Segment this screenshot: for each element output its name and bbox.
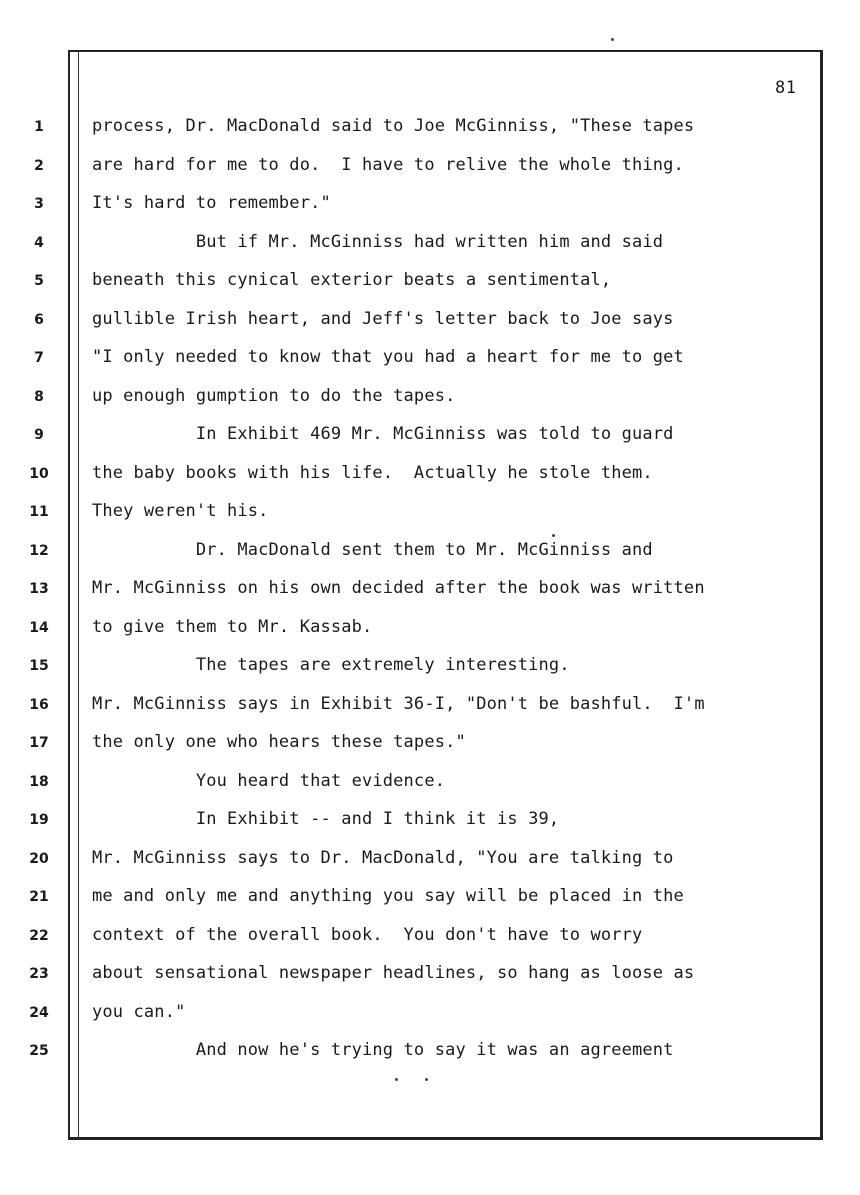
transcript-line bbox=[0, 460, 860, 490]
transcript-line bbox=[0, 344, 860, 374]
line-number: 6 bbox=[34, 311, 44, 328]
line-text: me and only me and anything you say will be placed in the bbox=[92, 886, 684, 906]
scan-speck bbox=[425, 1078, 428, 1081]
line-number: 7 bbox=[34, 350, 44, 366]
line-text: Mr. McGinniss on his own decided after the book was written bbox=[92, 578, 705, 598]
line-number: 25 bbox=[29, 1043, 49, 1059]
line-number: 18 bbox=[29, 773, 49, 790]
transcript-line bbox=[0, 267, 860, 297]
line-text: In Exhibit -- and I think it is 39, bbox=[92, 809, 560, 829]
transcript-line bbox=[0, 768, 860, 798]
line-text: Mr. McGinniss says in Exhibit 36-I, "Don't be bashful. I'm bbox=[92, 693, 705, 714]
transcript-line bbox=[0, 575, 860, 605]
line-number: 1 bbox=[34, 119, 44, 135]
line-number: 23 bbox=[29, 966, 49, 982]
transcript-line bbox=[0, 960, 860, 990]
line-text: Mr. McGinniss says to Dr. MacDonald, "You are talking to bbox=[92, 847, 674, 868]
line-number: 19 bbox=[29, 812, 49, 828]
transcript-line bbox=[0, 922, 860, 952]
transcript-line bbox=[0, 537, 860, 567]
transcript-line bbox=[0, 152, 860, 182]
transcript-line bbox=[0, 229, 860, 259]
line-text: "I only needed to know that you had a heart for me to get bbox=[92, 347, 684, 367]
line-number: 17 bbox=[29, 735, 49, 751]
line-number: 13 bbox=[29, 581, 49, 597]
line-text: And now he's trying to say it was an agreement bbox=[92, 1040, 674, 1060]
transcript-line bbox=[0, 190, 860, 220]
line-text: It's hard to remember." bbox=[92, 193, 331, 213]
line-number: 12 bbox=[29, 542, 49, 559]
line-number: 10 bbox=[29, 465, 49, 482]
line-text: about sensational newspaper headlines, so hang as loose as bbox=[92, 963, 695, 983]
line-number: 4 bbox=[34, 234, 44, 251]
transcript-line bbox=[0, 806, 860, 836]
line-number: 11 bbox=[29, 504, 49, 520]
transcript-line bbox=[0, 614, 860, 644]
line-number: 21 bbox=[29, 889, 49, 905]
line-number: 20 bbox=[29, 850, 49, 867]
line-text: you can." bbox=[92, 1001, 186, 1022]
line-text: to give them to Mr. Kassab. bbox=[92, 616, 373, 637]
transcript-line bbox=[0, 421, 860, 451]
line-number: 8 bbox=[34, 388, 44, 405]
transcript-line bbox=[0, 383, 860, 413]
scan-speck bbox=[395, 1078, 398, 1081]
line-text: beneath this cynical exterior beats a sentimental, bbox=[92, 270, 612, 290]
line-text: are hard for me to do. I have to relive the whole thing. bbox=[92, 154, 684, 175]
line-text: gullible Irish heart, and Jeff's letter back to Joe says bbox=[92, 308, 674, 329]
line-text: context of the overall book. You don't have to worry bbox=[92, 924, 643, 945]
line-number: 5 bbox=[34, 273, 44, 289]
line-number: 3 bbox=[34, 196, 44, 212]
transcript-line bbox=[0, 306, 860, 336]
line-text: But if Mr. McGinniss had written him and said bbox=[92, 231, 664, 252]
line-number: 2 bbox=[34, 157, 44, 174]
line-text: In Exhibit 469 Mr. McGinniss was told to guard bbox=[92, 424, 674, 444]
transcript-line bbox=[0, 691, 860, 721]
transcript-line bbox=[0, 498, 860, 528]
line-text: Dr. MacDonald sent them to Mr. McGinniss and bbox=[92, 539, 653, 560]
line-number: 9 bbox=[34, 427, 44, 443]
transcript-line bbox=[0, 729, 860, 759]
line-number: 15 bbox=[29, 658, 49, 674]
line-text: The tapes are extremely interesting. bbox=[92, 655, 570, 675]
line-text: They weren't his. bbox=[92, 501, 269, 521]
line-number: 14 bbox=[29, 619, 49, 636]
transcript-line bbox=[0, 883, 860, 913]
transcript-line bbox=[0, 1037, 860, 1067]
line-text: the baby books with his life. Actually he stole them. bbox=[92, 462, 653, 483]
transcript-line bbox=[0, 999, 860, 1029]
line-text: up enough gumption to do the tapes. bbox=[92, 385, 456, 406]
line-number: 22 bbox=[29, 927, 49, 944]
line-text: process, Dr. MacDonald said to Joe McGinniss, "These tapes bbox=[92, 116, 695, 136]
line-number: 24 bbox=[29, 1004, 49, 1021]
line-number: 16 bbox=[29, 696, 49, 713]
transcript-line bbox=[0, 845, 860, 875]
line-text: the only one who hears these tapes." bbox=[92, 732, 466, 752]
scan-speck bbox=[552, 534, 555, 537]
transcript-line bbox=[0, 652, 860, 682]
page-number: 81 bbox=[775, 78, 797, 98]
line-text: You heard that evidence. bbox=[92, 770, 446, 791]
scan-speck bbox=[611, 38, 614, 41]
transcript-line bbox=[0, 113, 860, 143]
